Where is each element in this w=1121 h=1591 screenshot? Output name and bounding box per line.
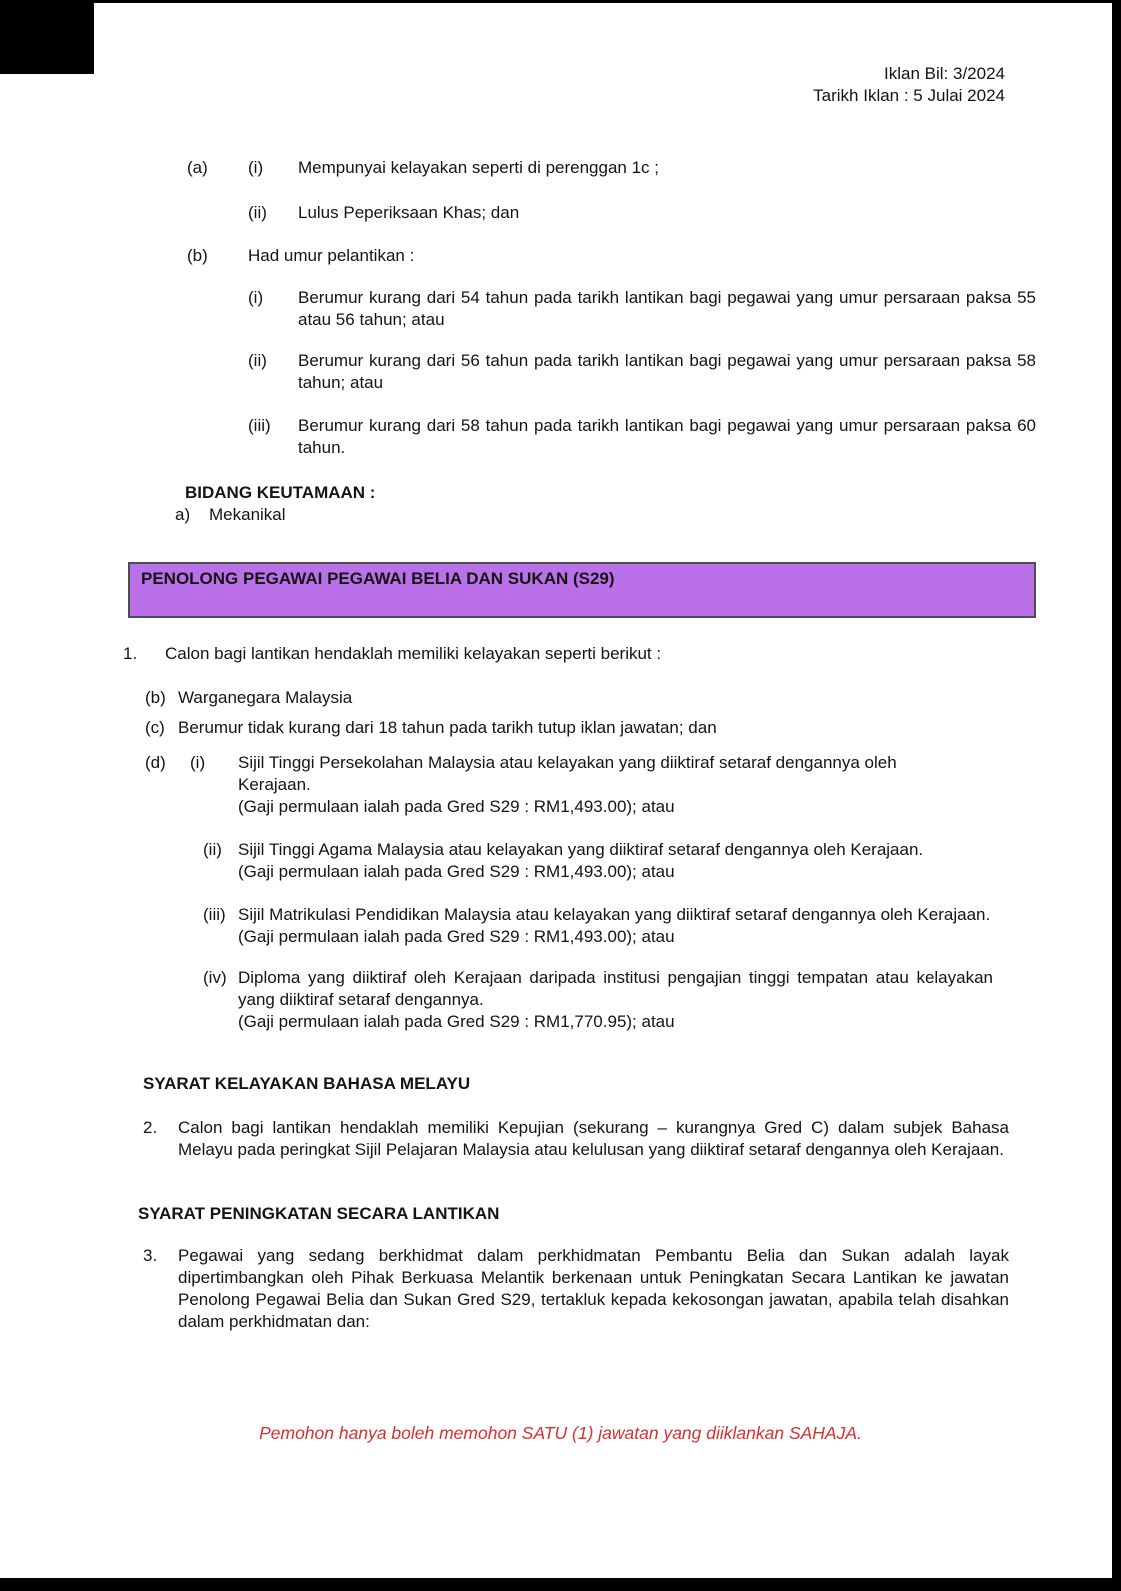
item-sublabel: (i) [248, 158, 264, 177]
requirement-1d-iii [203, 904, 1121, 948]
item-number: 2. [143, 1118, 158, 1137]
job-title: PENOLONG PEGAWAI PEGAWAI BELIA DAN SUKAN (S29) [141, 569, 615, 588]
item-text: Berumur kurang dari 58 tahun pada tarikh lantikan bagi pegawai yang umur persaraan paksa 60 tahun. [298, 416, 1036, 457]
item-number: 1. [123, 644, 138, 663]
qualification-gaji: (Gaji permulaan ialah pada Gred S29 : RM1,493.00); atau [238, 862, 675, 881]
qualification-gaji: (Gaji permulaan ialah pada Gred S29 : RM1,770.95); atau [238, 1012, 675, 1031]
requirement-1 [123, 643, 1121, 665]
age-item-i [248, 287, 1036, 331]
list-item-a-i [187, 157, 1036, 179]
item-text: Berumur tidak kurang dari 18 tahun pada tarikh tutup iklan jawatan; dan [178, 718, 717, 737]
document-header [0, 63, 1005, 107]
item-label: (a) [187, 158, 208, 177]
tarikh-iklan: Tarikh Iklan : 5 Julai 2024 [813, 86, 1005, 105]
item-sublabel: (i) [248, 288, 264, 307]
qualification-text: Sijil Matrikulasi Pendidikan Malaysia atau kelayakan yang diiktiraf setaraf dengannya oleh Kerajaan. [238, 905, 991, 924]
list-item-a-ii [248, 202, 1036, 224]
requirement-1d-i [145, 752, 1121, 818]
age-item-iii [248, 415, 1036, 459]
item-text: Warganegara Malaysia [178, 688, 353, 707]
scan-edge-bottom [0, 1578, 1121, 1591]
qualification-block [238, 904, 993, 948]
qualification-gaji: (Gaji permulaan ialah pada Gred S29 : RM1,493.00); atau [238, 797, 675, 816]
application-notice: Pemohon hanya boleh memohon SATU (1) jawatan yang diiklankan SAHAJA. [259, 1423, 862, 1443]
item-sublabel: (i) [190, 753, 206, 772]
item-label: (b) [187, 246, 208, 265]
item-text: Berumur kurang dari 54 tahun pada tarikh lantikan bagi pegawai yang umur persaraan paksa 55 atau 56 tahun; atau [298, 288, 1036, 329]
list-item-b [187, 245, 1121, 267]
scan-corner-top-left [0, 0, 94, 74]
item-text: Calon bagi lantikan hendaklah memiliki Kepujian (sekurang – kurangnya Gred C) dalam subjek Bahasa Melayu pada peringkat Sijil Pelajaran Malaysia atau kelulusan yang diiktiraf setaraf dengannya oleh Kerajaan. [178, 1118, 1009, 1159]
requirement-1c [145, 717, 1121, 739]
qualification-block [238, 967, 993, 1033]
qualification-text: Sijil Tinggi Persekolahan Malaysia atau kelayakan yang diiktiraf setaraf dengannya oleh Kerajaan. [238, 753, 897, 794]
item-text: Mempunyai kelayakan seperti di perenggan 1c ; [298, 158, 659, 177]
item-text: Had umur pelantikan : [248, 246, 415, 265]
item-sublabel: (iii) [203, 905, 226, 924]
requirement-2 [143, 1117, 1009, 1161]
bidang-keutamaan-title: BIDANG KEUTAMAAN : [185, 483, 376, 502]
qualification-block [238, 839, 993, 883]
item-label: a) [175, 505, 191, 524]
scan-edge-top [0, 0, 1121, 3]
item-sublabel: (ii) [203, 840, 222, 859]
item-sublabel: (ii) [248, 203, 267, 222]
qualification-text: Sijil Tinggi Agama Malaysia atau kelayakan yang diiktiraf setaraf dengannya oleh Kerajaan. [238, 840, 924, 859]
bidang-keutamaan-item [175, 504, 1121, 526]
item-label: (c) [145, 718, 165, 737]
item-text: Mekanikal [209, 505, 286, 524]
iklan-bil: Iklan Bil: 3/2024 [884, 64, 1005, 83]
item-sublabel: (iii) [248, 416, 271, 435]
scan-edge-right [1112, 0, 1121, 1591]
item-text: Berumur kurang dari 56 tahun pada tarikh lantikan bagi pegawai yang umur persaraan paksa 58 tahun; atau [298, 351, 1036, 392]
item-sublabel: (ii) [248, 351, 267, 370]
item-sublabel: (iv) [203, 968, 227, 987]
job-title-banner [128, 562, 1036, 618]
item-label: (b) [145, 688, 166, 707]
qualification-text: Diploma yang diiktiraf oleh Kerajaan daripada institusi pengajian tinggi tempatan atau kelayakan yang diiktiraf setaraf dengannya. [238, 968, 993, 1009]
requirement-3 [143, 1245, 1009, 1333]
item-text: Lulus Peperiksaan Khas; dan [298, 203, 520, 222]
item-label: (d) [145, 753, 166, 772]
syarat-peningkatan-title: SYARAT PENINGKATAN SECARA LANTIKAN [138, 1204, 500, 1223]
requirement-1d-ii [203, 839, 1121, 883]
syarat-bahasa-melayu-title: SYARAT KELAYAKAN BAHASA MELAYU [143, 1074, 471, 1093]
age-item-ii [248, 350, 1036, 394]
qualification-block [238, 752, 973, 818]
item-number: 3. [143, 1246, 158, 1265]
requirement-1d-iv [203, 967, 1121, 1033]
qualification-gaji: (Gaji permulaan ialah pada Gred S29 : RM1,493.00); atau [238, 927, 675, 946]
item-text: Pegawai yang sedang berkhidmat dalam perkhidmatan Pembantu Belia dan Sukan adalah layak dipertimbangkan oleh Pihak Berkuasa Melantik berkenaan untuk Peningkatan Secara Lantikan ke jawatan Penolong Pegawai Belia dan Sukan Gred S29, tertakluk kepada kekosongan jawatan, apabila telah disahkan dalam perkhidmatan dan: [178, 1246, 1009, 1331]
item-text: Calon bagi lantikan hendaklah memiliki kelayakan seperti berikut : [165, 644, 662, 663]
requirement-1b [145, 687, 1121, 709]
